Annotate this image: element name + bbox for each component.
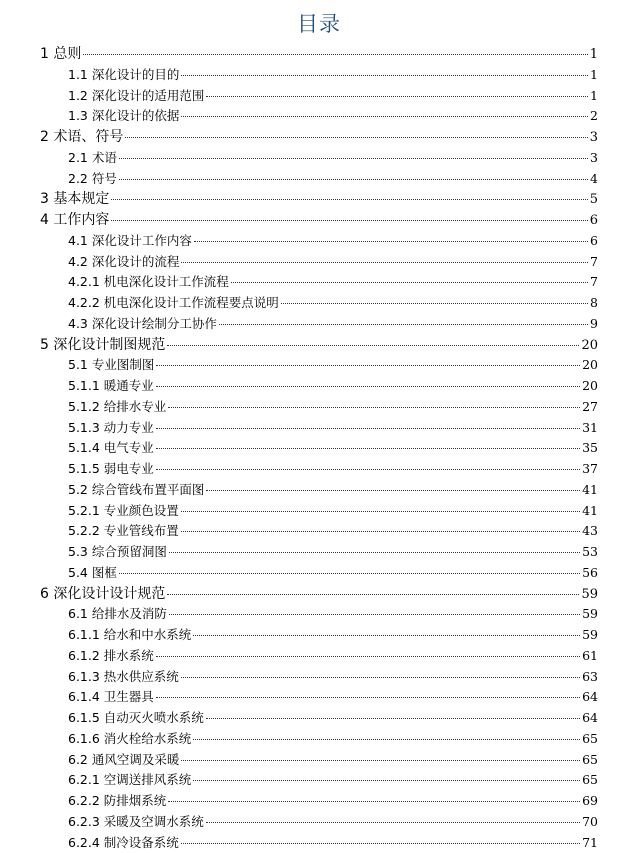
toc-leader-dots (119, 572, 580, 574)
toc-entry-label: 5.1 专业图制图 (68, 355, 154, 376)
toc-entry[interactable] (0, 189, 638, 210)
toc-page-number: 65 (582, 750, 598, 771)
toc-entry-label: 6.1 给排水及消防 (68, 604, 167, 625)
toc-page-number: 9 (590, 314, 598, 335)
toc-page-number: 64 (582, 687, 598, 708)
toc-page-number: 1 (590, 86, 598, 107)
toc-page-number: 1 (590, 45, 598, 66)
toc-page-number: 59 (581, 585, 598, 606)
toc-entry-label: 4.2.1 机电深化设计工作流程 (68, 272, 229, 293)
toc-entry[interactable] (0, 272, 638, 293)
toc-entry[interactable] (0, 667, 638, 688)
toc-entry[interactable] (0, 750, 638, 771)
toc-page-number: 71 (582, 833, 598, 853)
toc-entry[interactable] (0, 604, 638, 625)
toc-entry[interactable] (0, 106, 638, 127)
toc-page-number: 59 (582, 625, 598, 646)
toc-entry-label: 6.1.1 给水和中水系统 (68, 625, 191, 646)
toc-entry[interactable] (0, 770, 638, 791)
toc-leader-dots (156, 696, 580, 698)
toc-page-number: 53 (582, 542, 598, 563)
toc-leader-dots (125, 136, 587, 138)
toc-entry-label: 6.2 通风空调及采暖 (68, 750, 179, 771)
toc-leader-dots (181, 759, 580, 761)
toc-page-number: 69 (582, 791, 598, 812)
toc-page-number: 4 (590, 169, 598, 190)
toc-entry-label: 6.1.5 自动灭火喷水系统 (68, 708, 204, 729)
toc-entry-label: 5.1.1 暖通专业 (68, 376, 154, 397)
toc-entry[interactable] (0, 521, 638, 542)
toc-page-number: 63 (582, 667, 598, 688)
toc-entry-label: 6.2.1 空调送排风系统 (68, 770, 191, 791)
toc-entry[interactable] (0, 397, 638, 418)
toc-page-number: 5 (590, 190, 598, 211)
toc-leader-dots (194, 240, 588, 242)
toc-entry-label: 5.2 综合管线布置平面图 (68, 480, 204, 501)
toc-page-number: 20 (581, 336, 598, 357)
toc-leader-dots (181, 530, 580, 532)
toc-entry-label: 4.2.2 机电深化设计工作流程要点说明 (68, 293, 279, 314)
toc-entry[interactable] (0, 791, 638, 812)
toc-page-number: 56 (582, 563, 598, 584)
toc-leader-dots (206, 717, 580, 719)
toc-entry[interactable] (0, 252, 638, 273)
toc-entry[interactable] (0, 169, 638, 190)
toc-leader-dots (119, 157, 588, 159)
toc-leader-dots (168, 800, 580, 802)
toc-page-number: 41 (582, 501, 598, 522)
toc-leader-dots (83, 53, 587, 55)
toc-entry-label: 6.2.4 制冷设备系统 (68, 833, 179, 853)
toc-page-number: 20 (582, 376, 598, 397)
toc-page-number: 2 (590, 106, 598, 127)
toc-entry-label: 5.2.1 专业颜色设置 (68, 501, 179, 522)
toc-page-number: 61 (582, 646, 598, 667)
toc-leader-dots (156, 655, 580, 657)
toc-entry[interactable] (0, 314, 638, 335)
toc-entry-label: 5.1.4 电气专业 (68, 438, 154, 459)
toc-leader-dots (167, 593, 579, 595)
toc-title: 目录 (0, 8, 638, 38)
toc-entry[interactable] (0, 293, 638, 314)
toc-leader-dots (156, 364, 580, 366)
toc-entry[interactable] (0, 65, 638, 86)
toc-entry-label: 6.1.3 热水供应系统 (68, 667, 179, 688)
toc-entry[interactable] (0, 708, 638, 729)
toc-entry[interactable] (0, 231, 638, 252)
toc-leader-dots (181, 115, 588, 117)
toc-leader-dots (206, 95, 588, 97)
toc-page-number: 37 (582, 459, 598, 480)
toc-leader-dots (111, 198, 587, 200)
toc-entry-label: 6.1.2 排水系统 (68, 646, 154, 667)
toc-entry-label: 1.3 深化设计的依据 (68, 106, 179, 127)
toc-entry[interactable] (0, 625, 638, 646)
toc-page-number: 65 (582, 770, 598, 791)
toc-entry-label: 6.1.4 卫生器具 (68, 687, 154, 708)
toc-leader-dots (206, 489, 580, 491)
toc-entry-label: 2 术语、符号 (40, 127, 123, 148)
toc-leader-dots (111, 219, 587, 221)
toc-entry[interactable] (0, 148, 638, 169)
toc-entry[interactable] (0, 729, 638, 750)
toc-entry[interactable] (0, 646, 638, 667)
toc-entry-label: 2.1 术语 (68, 148, 117, 169)
table-of-contents (0, 44, 638, 853)
toc-page-number: 43 (582, 521, 598, 542)
toc-page-number: 27 (582, 397, 598, 418)
toc-entry[interactable] (0, 355, 638, 376)
toc-entry-label: 6.2.2 防排烟系统 (68, 791, 166, 812)
toc-entry[interactable] (0, 86, 638, 107)
toc-page-number: 3 (590, 148, 598, 169)
toc-entry-label: 5.1.3 动力专业 (68, 418, 154, 439)
toc-entry-label: 1.1 深化设计的目的 (68, 65, 179, 86)
toc-entry[interactable] (0, 501, 638, 522)
toc-entry-label: 4.3 深化设计绘制分工协作 (68, 314, 217, 335)
toc-leader-dots (156, 447, 580, 449)
toc-entry[interactable] (0, 210, 638, 231)
toc-entry[interactable] (0, 563, 638, 584)
toc-entry-label: 4.1 深化设计工作内容 (68, 231, 192, 252)
toc-leader-dots (156, 385, 580, 387)
toc-entry[interactable] (0, 542, 638, 563)
toc-leader-dots (169, 613, 580, 615)
toc-entry-label: 5.4 图框 (68, 563, 117, 584)
toc-page-number: 31 (582, 418, 598, 439)
toc-entry-label: 1 总则 (40, 44, 81, 65)
toc-entry-label: 6.1.6 消火栓给水系统 (68, 729, 191, 750)
toc-entry[interactable] (0, 480, 638, 501)
toc-leader-dots (219, 323, 588, 325)
toc-leader-dots (156, 427, 580, 429)
toc-entry-label: 6 深化设计设计规范 (40, 584, 165, 605)
toc-entry-label: 3 基本规定 (40, 189, 109, 210)
toc-entry[interactable] (0, 44, 638, 65)
toc-entry-label: 5.3 综合预留洞图 (68, 542, 167, 563)
toc-page-number: 20 (582, 355, 598, 376)
toc-leader-dots (169, 551, 580, 553)
toc-leader-dots (281, 302, 588, 304)
toc-entry[interactable] (0, 687, 638, 708)
toc-leader-dots (156, 468, 580, 470)
toc-leader-dots (181, 510, 580, 512)
toc-page-number: 3 (590, 128, 598, 149)
toc-page-number: 70 (582, 812, 598, 833)
toc-entry-label: 4.2 深化设计的流程 (68, 252, 179, 273)
toc-leader-dots (193, 634, 580, 636)
toc-entry[interactable] (0, 127, 638, 148)
toc-leader-dots (193, 779, 580, 781)
toc-entry-label: 2.2 符号 (68, 169, 117, 190)
toc-leader-dots (119, 178, 588, 180)
toc-entry-label: 6.2.3 采暖及空调水系统 (68, 812, 204, 833)
toc-leader-dots (231, 281, 588, 283)
toc-page-number: 35 (582, 438, 598, 459)
toc-leader-dots (181, 261, 588, 263)
toc-entry-label: 5 深化设计制图规范 (40, 335, 165, 356)
toc-entry[interactable] (0, 459, 638, 480)
toc-leader-dots (181, 676, 580, 678)
toc-entry-label: 5.1.5 弱电专业 (68, 459, 154, 480)
toc-entry-label: 1.2 深化设计的适用范围 (68, 86, 204, 107)
toc-entry[interactable] (0, 335, 638, 356)
toc-page-number: 6 (590, 231, 598, 252)
toc-entry[interactable] (0, 418, 638, 439)
toc-leader-dots (167, 344, 579, 346)
toc-entry[interactable] (0, 438, 638, 459)
toc-page-number: 65 (582, 729, 598, 750)
toc-page-number: 7 (590, 272, 598, 293)
toc-page-number: 64 (582, 708, 598, 729)
toc-leader-dots (206, 821, 580, 823)
toc-page-number: 6 (590, 211, 598, 232)
toc-leader-dots (193, 738, 580, 740)
toc-page-number: 41 (582, 480, 598, 501)
toc-leader-dots (181, 74, 588, 76)
toc-entry-label: 5.1.2 给排水专业 (68, 397, 166, 418)
toc-entry[interactable] (0, 584, 638, 605)
toc-page-number: 7 (590, 252, 598, 273)
toc-page-number: 1 (590, 65, 598, 86)
toc-page-number: 8 (590, 293, 598, 314)
toc-entry-label: 5.2.2 专业管线布置 (68, 521, 179, 542)
toc-entry-label: 4 工作内容 (40, 210, 109, 231)
toc-entry[interactable] (0, 376, 638, 397)
toc-leader-dots (181, 842, 580, 844)
toc-leader-dots (168, 406, 580, 408)
toc-entry[interactable] (0, 812, 638, 833)
toc-page-number: 59 (582, 604, 598, 625)
